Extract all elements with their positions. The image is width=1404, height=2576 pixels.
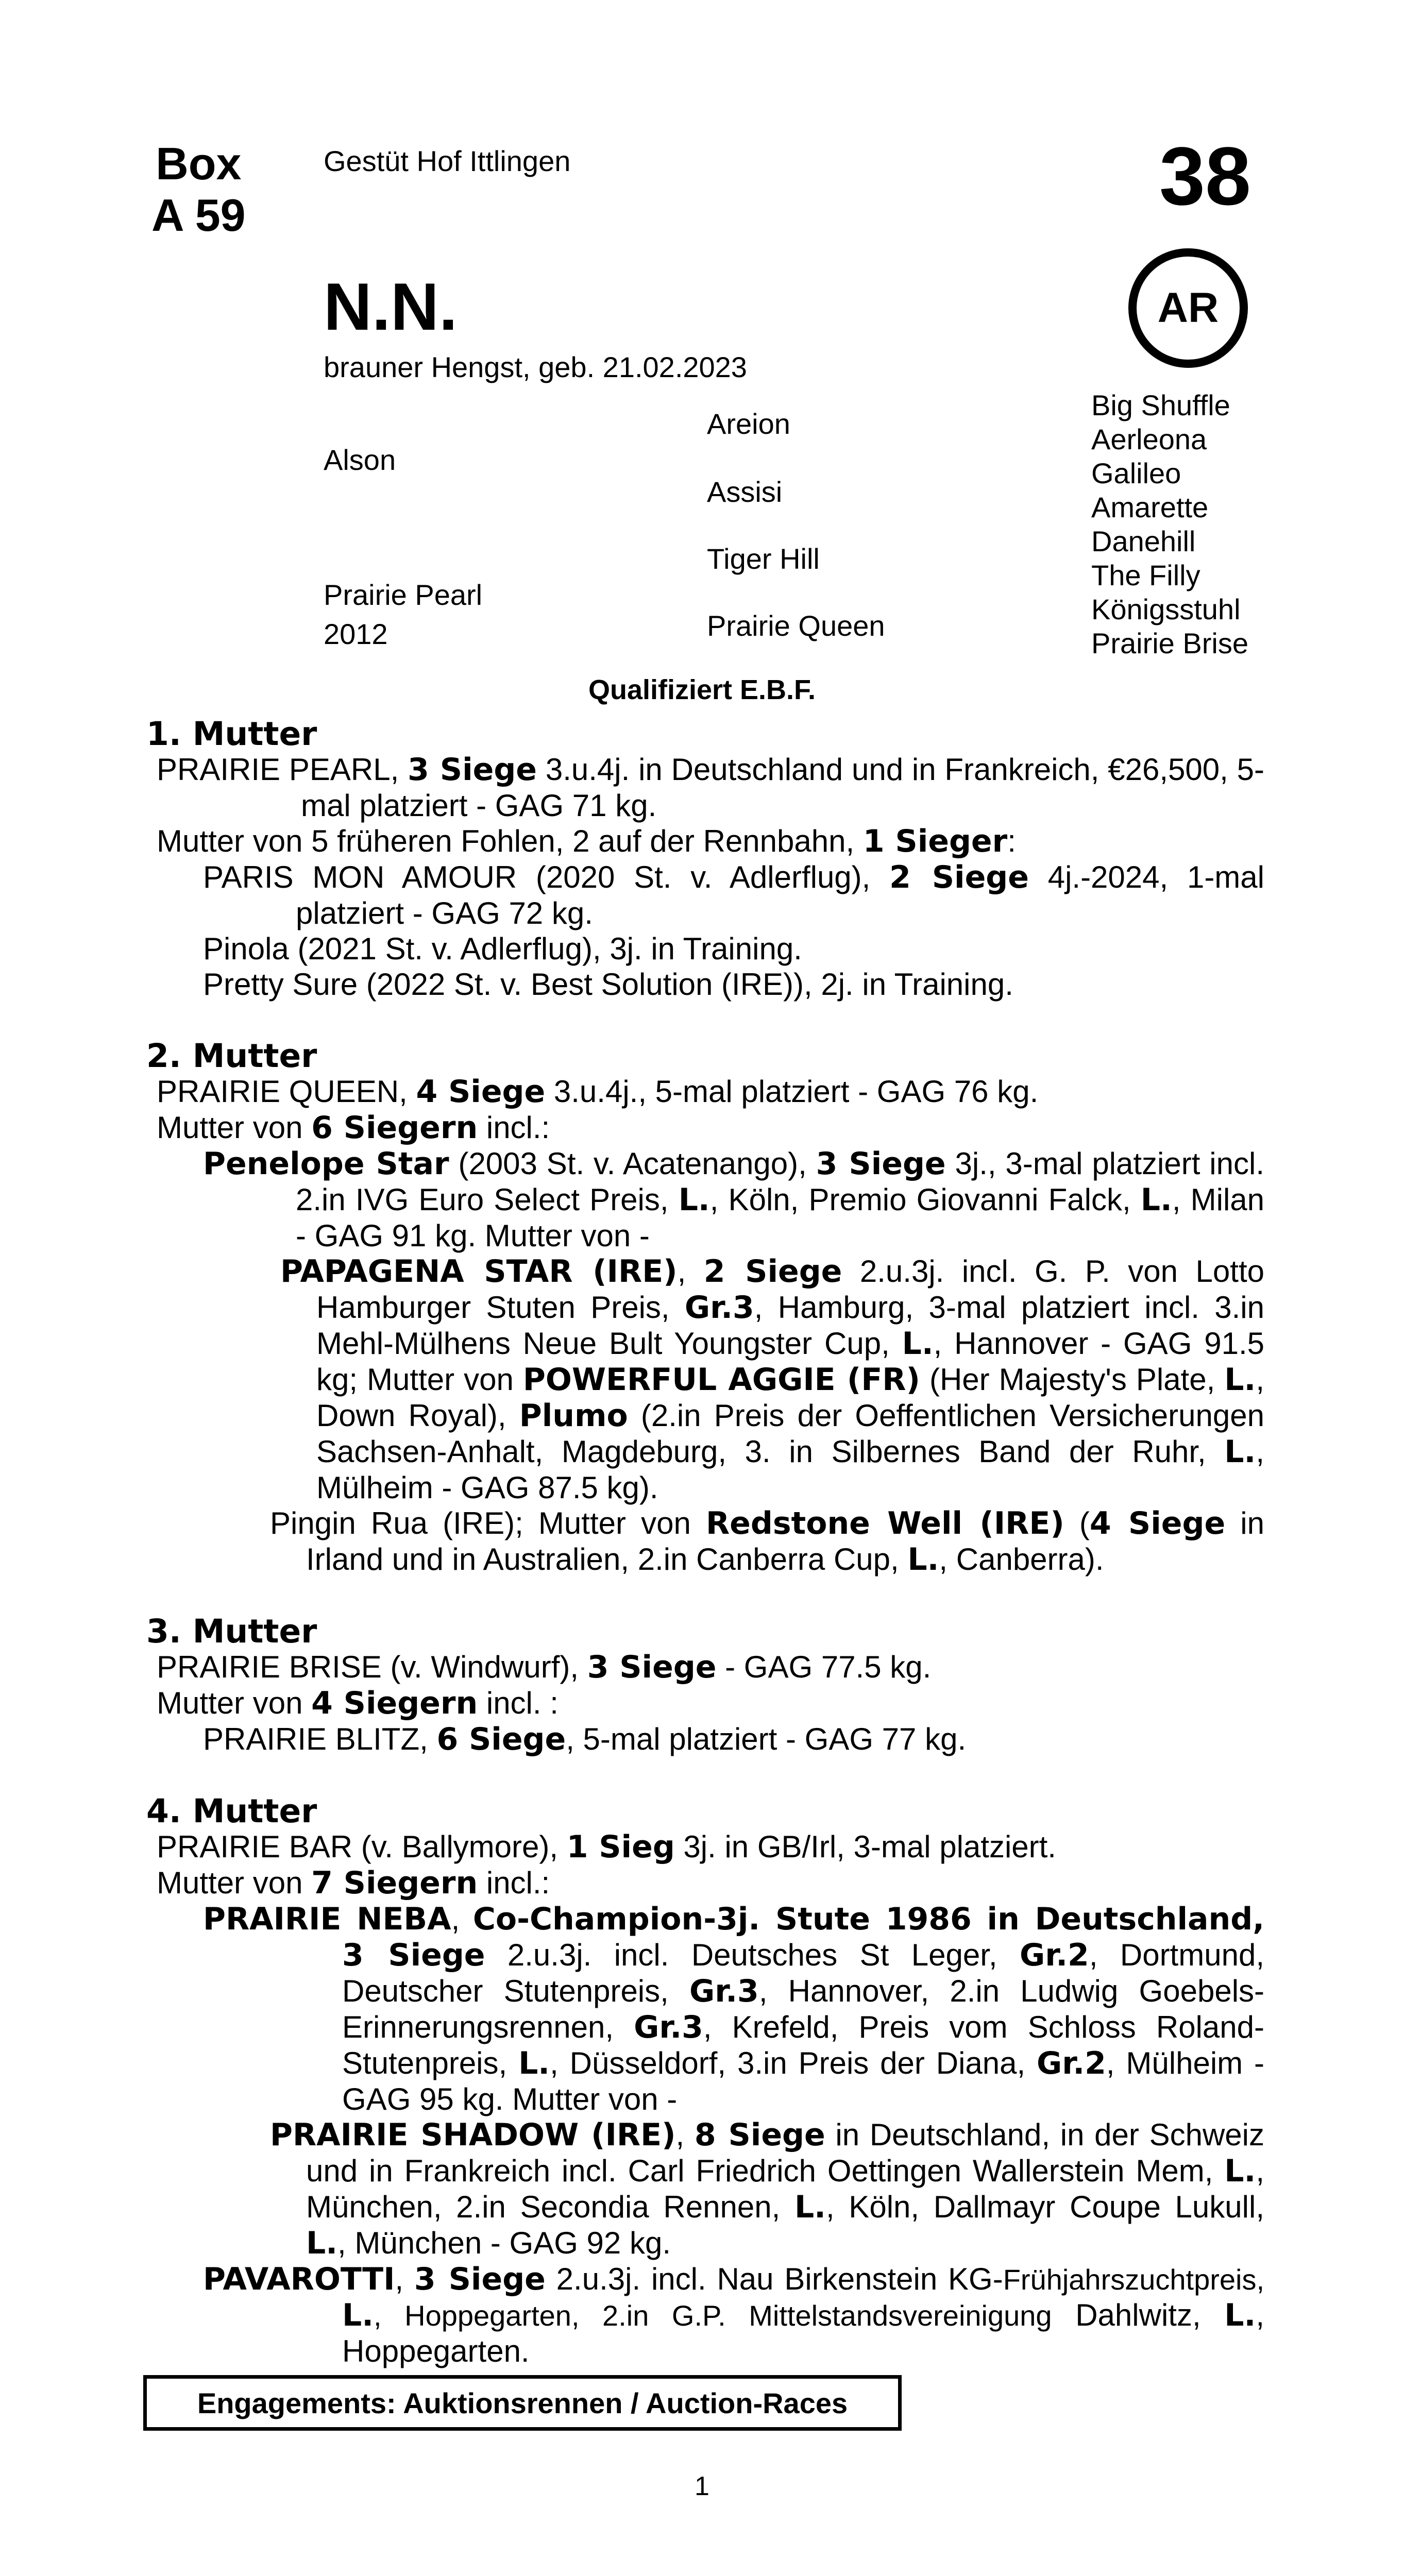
m3-dam-record: PRAIRIE BRISE (v. Windwurf), 3 Siege - GAG 77.5 kg.	[157, 1649, 932, 1685]
ar-badge-text: AR	[1157, 284, 1219, 331]
family-record	[146, 716, 1264, 2369]
pedigree-gen3-item: The Filly	[1091, 559, 1200, 591]
m1-foal-entry: Pinola (2021 St. v. Adlerflug), 3j. in Training.	[203, 931, 802, 966]
pedigree-gen3-item: Big Shuffle	[1091, 389, 1230, 421]
horse-info: brauner Hengst, geb. 21.02.2023	[324, 351, 747, 383]
section-title-m2: 2. Mutter	[146, 1037, 317, 1075]
pedigree-sire-dam: Assisi	[707, 476, 783, 508]
page-number: 1	[695, 2471, 709, 2501]
m2-foal-entry: Penelope Star (2003 St. v. Acatenango), 3 Siege 3j., 3-mal platziert incl. 2.in IVG Euro Select Preis, L., Köln, Premio Giovanni Falck, L., Milan - GAG 91 kg. Mutter von -	[203, 1146, 1265, 1253]
pedigree-gen3-item: Aerleona	[1091, 423, 1207, 455]
pedigree-gen3-item: Galileo	[1091, 457, 1181, 489]
m4-foal-entry: PAVAROTTI, 3 Siege 2.u.3j. incl. Nau Birkenstein KG-Frühjahrszuchtpreis, L., Hoppegarten, 2.in G.P. Mittelstandsvereinigung Dahlwitz, L., Hoppegarten.	[203, 2261, 1265, 2368]
pedigree-gen3	[1091, 388, 1248, 660]
m2-granddaughter-entry: PAPAGENA STAR (IRE), 2 Siege 2.u.3j. incl. G. P. von Lotto Hamburger Stuten Preis, Gr.3, Hamburg, 3-mal platziert incl. 3.in Mehl-Mülhens Neue Bult Youngster Cup, L., Hannover - GAG 91.5 kg; Mutter von POWERFUL AGGIE (FR) (Her Majesty's Plate, L., Down Royal), Plumo (2.in Preis der Oeffentlichen Versicherungen Sachsen-Anhalt, Magdeburg, 3. in Silbernes Band der Ruhr, L., Mülheim - GAG 87.5 kg).	[280, 1253, 1265, 1505]
pedigree-dam: Prairie Pearl	[324, 579, 483, 611]
box-line2: A 59	[151, 190, 246, 241]
section-title-m1: 1. Mutter	[146, 715, 317, 753]
m1-produce-summary: Mutter von 5 früheren Fohlen, 2 auf der Rennbahn, 1 Sieger:	[157, 823, 1016, 859]
m4-granddaughter-entry: PRAIRIE SHADOW (IRE), 8 Siege in Deutschland, in der Schweiz und in Frankreich incl. Carl Friedrich Oettingen Wallerstein Mem, L., München, 2.in Secondia Rennen, L., Köln, Dallmayr Coupe Lukull, L., München - GAG 92 kg.	[270, 2117, 1264, 2261]
pedigree-gen3-item: Amarette	[1091, 491, 1209, 523]
engagements-box	[143, 2375, 902, 2431]
pedigree-sire-sire: Areion	[707, 408, 790, 440]
pedigree-dam-year: 2012	[324, 618, 388, 650]
m2-granddaughter-entry: Pingin Rua (IRE); Mutter von Redstone Well (IRE) (4 Siege in Irland und in Australien, 2.in Canberra Cup, L., Canberra).	[270, 1505, 1264, 1578]
m4-produce-summary: Mutter von 7 Siegern incl.:	[157, 1865, 550, 1901]
pedigree-gen3-item: Danehill	[1091, 525, 1196, 557]
pedigree-dam-dam: Prairie Queen	[707, 609, 885, 642]
m3-foal-entry: PRAIRIE BLITZ, 6 Siege, 5-mal platziert - GAG 77 kg.	[203, 1721, 967, 1757]
m4-foal-entry: PRAIRIE NEBA, Co-Champion-3j. Stute 1986 in Deutschland, 3 Siege 2.u.3j. incl. Deutsches St Leger, Gr.2, Dortmund, Deutscher Stutenpreis, Gr.3, Hannover, 2.in Ludwig Goebels-Erinnerungsrennen, Gr.3, Krefeld, Preis vom Schloss Roland-Stutenpreis, L., Düsseldorf, 3.in Preis der Diana, Gr.2, Mülheim - GAG 95 kg. Mutter von -	[203, 1901, 1264, 2116]
ar-badge-icon	[1128, 248, 1248, 368]
lot-number: 38	[1159, 130, 1251, 222]
section-title-m4: 4. Mutter	[146, 1792, 317, 1830]
m3-produce-summary: Mutter von 4 Siegern incl. :	[157, 1685, 559, 1721]
box-line1: Box	[156, 138, 242, 189]
breeder: Gestüt Hof Ittlingen	[324, 145, 571, 177]
m2-dam-record: PRAIRIE QUEEN, 4 Siege 3.u.4j., 5-mal platziert - GAG 76 kg.	[157, 1074, 1039, 1110]
horse-name: N.N.	[324, 269, 458, 344]
m1-foal-entry: PARIS MON AMOUR (2020 St. v. Adlerflug), 2 Siege 4j.-2024, 1-mal platziert - GAG 72 kg.	[203, 859, 1264, 930]
box-label	[151, 138, 246, 241]
pedigree-gen3-item: Königsstuhl	[1091, 593, 1241, 625]
m1-foal-entry: Pretty Sure (2022 St. v. Best Solution (IRE)), 2j. in Training.	[203, 967, 1013, 1002]
engagements-text: Engagements: Auktionsrennen / Auction-Races	[197, 2386, 848, 2419]
m4-dam-record: PRAIRIE BAR (v. Ballymore), 1 Sieg 3j. in GB/Irl, 3-mal platziert.	[157, 1829, 1056, 1865]
m1-dam-record: PRAIRIE PEARL, 3 Siege 3.u.4j. in Deutschland und in Frankreich, €26,500, 5-mal platziert - GAG 71 kg.	[157, 752, 1264, 823]
m2-produce-summary: Mutter von 6 Siegern incl.:	[157, 1110, 550, 1146]
qualification: Qualifiziert E.B.F.	[588, 674, 816, 705]
pedigree-sire: Alson	[324, 444, 396, 476]
pedigree-dam-sire: Tiger Hill	[707, 543, 820, 575]
pedigree-gen3-item: Prairie Brise	[1091, 627, 1248, 659]
section-title-m3: 3. Mutter	[146, 1613, 317, 1650]
